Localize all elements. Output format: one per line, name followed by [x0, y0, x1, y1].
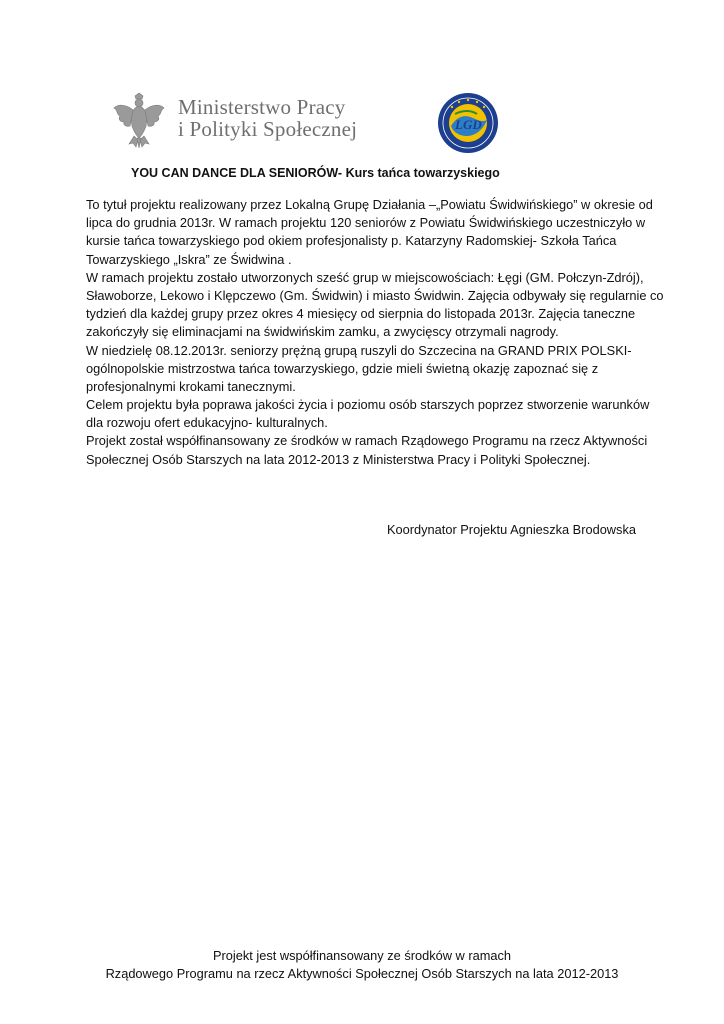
eagle-emblem-icon: [112, 92, 166, 150]
body-line: tydzień dla każdej grupy przez okres 4 miesięcy od sierpnia do listopada 2013r. Zajęcia taneczne: [86, 306, 636, 322]
ministry-name-line2: i Polityki Społecznej: [178, 117, 358, 141]
coordinator-signature: Koordynator Projektu Agnieszka Brodowska: [387, 522, 636, 537]
document-body: [86, 196, 664, 469]
body-line: Społecznej Osób Starszych na lata 2012-2013 z Ministerstwa Pracy i Polityki Społecznej.: [86, 451, 591, 467]
body-line: zakończyły się eliminacjami na świdwińskim zamku, a zwycięscy otrzymali nagrody.: [86, 324, 559, 340]
body-line: kursie tańca towarzyskiego pod okiem profesjonalisty p. Katarzyny Radomskiej- Szkoła Tańca: [86, 233, 617, 249]
body-line: W ramach projektu zostało utworzonych sześć grup w miejscowościach: Łęgi (GM. Połczyn-Zdrój),: [86, 269, 644, 285]
body-line: profesjonalnymi krokami tanecznymi.: [86, 378, 296, 394]
lgd-logo-text: LGD: [455, 117, 482, 132]
ministry-name-line1: Ministerstwo Pracy: [178, 95, 346, 119]
body-line: lipca do grudnia 2013r. W ramach projektu 120 seniorów z Powiatu Świdwińskiego uczestniczyło w: [86, 215, 646, 231]
footer-line1: Projekt jest współfinansowany ze środków w ramach: [212, 948, 511, 963]
document-title: YOU CAN DANCE DLA SENIORÓW- Kurs tańca towarzyskiego: [131, 166, 500, 180]
footer-line2: Rządowego Programu na rzecz Aktywności Społecznej Osób Starszych na lata 2012-2013: [105, 966, 619, 981]
body-line: To tytuł projektu realizowany przez Lokalną Grupę Działania –„Powiatu Świdwińskiego” w okresie od: [86, 197, 653, 212]
body-line: dla rozwoju ofert edukacyjno- kulturalnych.: [86, 415, 328, 431]
body-line: Towarzyskiego „Iskra” ze Świdwina .: [86, 251, 292, 267]
body-line: W niedzielę 08.12.2013r. seniorzy prężną grupą ruszyli do Szczecina na GRAND PRIX POLSKI-: [86, 342, 632, 358]
body-line: ogólnopolskie mistrzostwa tańca towarzyskiego, gdzie mieli świetną okazję zapoznać się z: [86, 360, 599, 376]
body-line: Sławoborze, Lekowo i Klępczewo (Gm. Świdwin) i miasto Świdwin. Zajęcia odbywały się regularnie co: [86, 287, 664, 303]
ministry-name: [178, 96, 357, 140]
body-line: Projekt został współfinansowany ze środków w ramach Rządowego Programu na rzecz Aktywności: [86, 433, 648, 449]
body-line: Celem projektu była poprawa jakości życia i poziomu osób starszych poprzez stworzenie warunków: [86, 397, 650, 413]
page-footer: [0, 947, 724, 983]
